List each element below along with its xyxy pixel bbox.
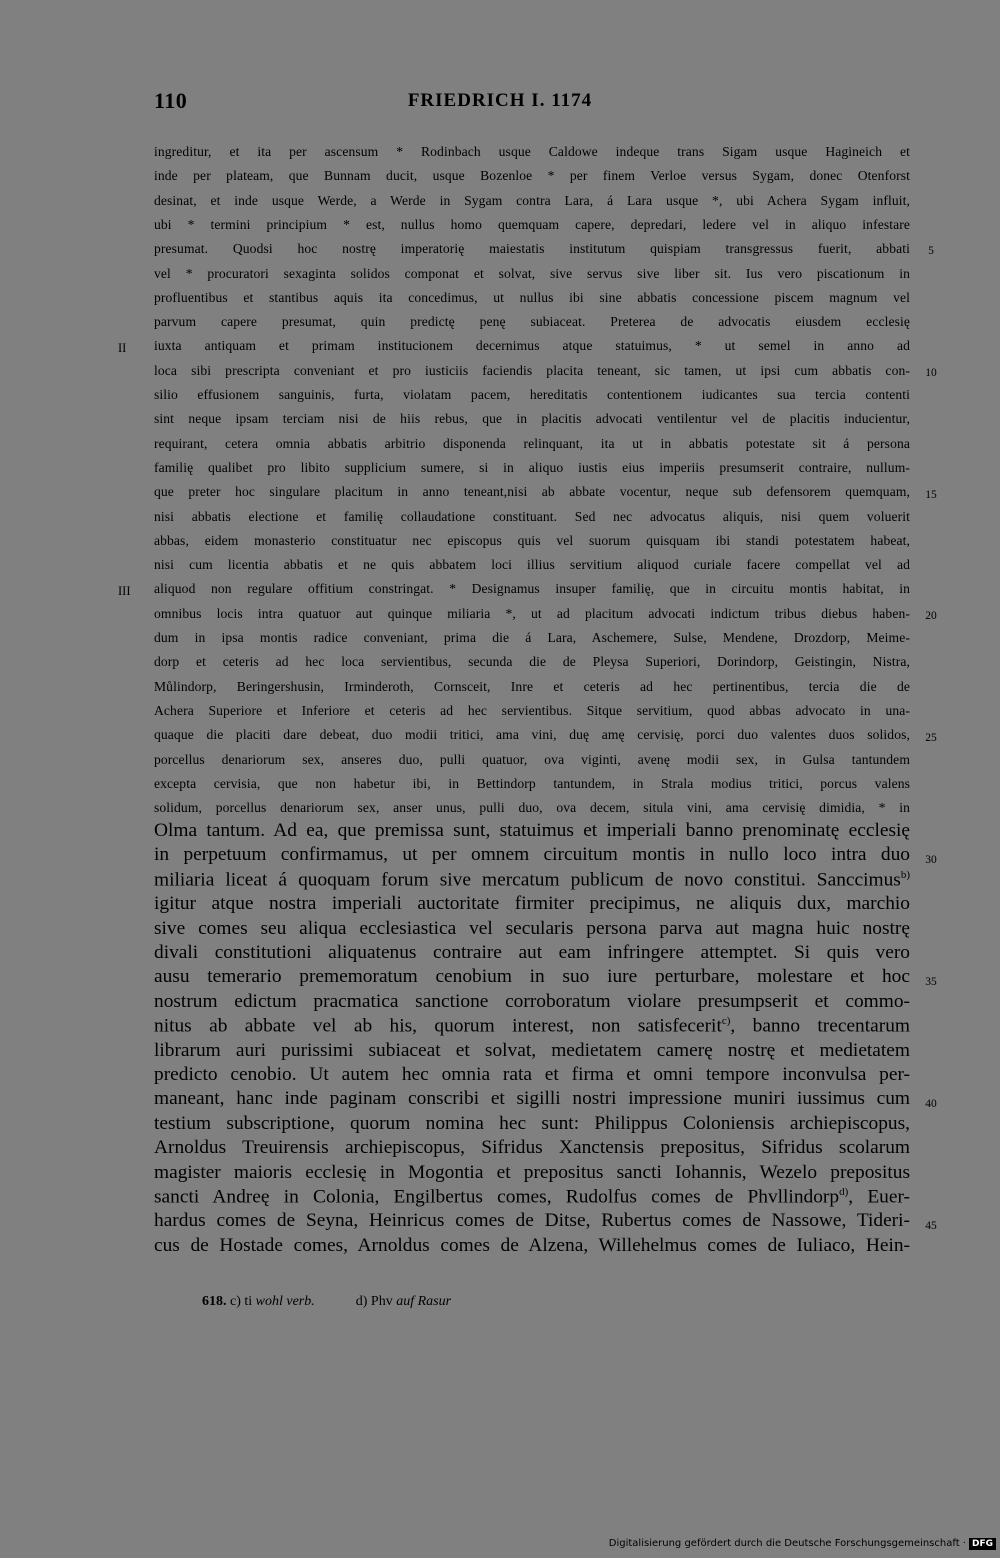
text-line-content: sancti Andreę in Colonia, Engilbertus comes, Rudolfus comes de Phvllindorp: [154, 1186, 840, 1208]
text-line-content: maneant, hanc inde paginam conscribi et sigilli nostri impressione muniri iussimus cum: [154, 1088, 910, 1110]
text-line: [154, 533, 910, 549]
text-line: [154, 1088, 910, 1110]
text-line-content: desinat, et inde usque Werde, a Werde in Sygam contra Lara, á Lara usque *, ubi Achera Sygam influit,: [154, 192, 910, 208]
footnote-doc-number: 618.: [202, 1294, 227, 1309]
text-line-content: magister maioris ecclesię in Mogontia et prepositus sancti Iohannis, Wezelo prepositus: [154, 1161, 910, 1183]
text-line: [154, 844, 910, 866]
text-line-content: dorp et ceteris ad hec loca servientibus, secunda die de Pleysa Superiori, Dorindorp, Geistingin, Nistra,: [154, 654, 910, 670]
line-number-40: 40: [925, 1098, 937, 1110]
text-line: [154, 1040, 910, 1062]
line-number-30: 30: [925, 854, 937, 866]
text-line-content: hardus comes de Seyna, Heinricus comes de Ditse, Rubertus comes de Nassowe, Tideri-: [154, 1210, 910, 1232]
text-line: [154, 1015, 910, 1037]
text-line-content: ausu temerario prememoratum cenobium in suo iure perturbare, molestare et hoc: [154, 966, 910, 988]
text-line: [154, 630, 910, 646]
text-line: [154, 942, 910, 964]
text-line: [154, 509, 910, 525]
text-line-content: librarum auri purissimi subiaceat et solvat, medietatem camerę nostrę et medietatem: [154, 1039, 910, 1061]
text-line-content: iuxta antiquam et primam institucionem decernimus atque statuimus, * ut semel in anno ad: [154, 338, 910, 354]
footnotes: [202, 1294, 451, 1310]
text-line: [154, 557, 910, 573]
footnote-marker: b): [900, 868, 910, 881]
text-line-content: aliquod non regulare offitium constringat. * Designamus insuper familię, que in circuitu montis habitat, in: [154, 581, 910, 597]
text-line-content: quaque die placiti dare debeat, duo modii tritici, ama vini, duę amę cervisię, porci duo valentes duos solidos,: [154, 727, 910, 743]
text-line-content: presumat. Quodsi hoc nostrę imperatorię maiestatis institutum quispiam transgressus fuerit, abbati: [154, 241, 910, 257]
text-line: [154, 460, 910, 476]
text-line: [154, 1064, 910, 1086]
page-number: 110: [154, 88, 188, 113]
text-line-content: nostrum edictum pracmatica sanctione corroboratum violare presumpserit et commo-: [154, 990, 910, 1012]
text-line-content: abbas, eidem monasterio constituatur nec episcopus quis vel suorum quisquam ibi standi potestatem habeat,: [154, 532, 910, 548]
text-line-content: que preter hoc singulare placitum in anno teneant,nisi ab abbate vocentur, neque sub defensorem quemquam,: [154, 484, 910, 500]
text-line-content: cus de Hostade comes, Arnoldus comes de Alzena, Willehelmus comes de Iuliaco, Hein-: [154, 1234, 910, 1256]
text-line-content: Můlindorp, Beringershusin, Irminderoth, Cornsceit, Inre et ceteris ad hec pertinentibus, tercia die de: [154, 678, 910, 694]
text-line-content: miliaria liceat á quoquam forum sive mercatum publicum de novo constitui. Sanccimus: [154, 869, 901, 891]
line-number-35: 35: [925, 976, 937, 988]
text-line-content: Arnoldus Treuirensis archiepiscopus, Sifridus Xanctensis prepositus, Sifridus scolarum: [154, 1137, 910, 1159]
margin-mark-ii: II: [118, 341, 127, 355]
text-line-content: nitus ab abbate vel ab his, quorum interest, non satisfecerit: [154, 1015, 722, 1037]
text-line-content: porcellus denariorum sex, anseres duo, pulli quatuor, ova viginti, avenę modii sex, in Gulsa tantundem: [154, 751, 910, 767]
text-line-content: parvum capere presumat, quin predictę penę subiaceat. Preterea de advocatis eiusdem ecclesię: [154, 314, 910, 330]
text-line-content: solidum, porcellus denariorum sex, anser unus, pulli duo, ova decem, situla vini, ama cervisię dimidia, * in: [154, 800, 910, 816]
line-number-5: 5: [928, 245, 934, 257]
text-line: [154, 363, 910, 379]
text-line: [154, 338, 910, 354]
line-number-20: 20: [925, 610, 937, 622]
text-line: [154, 387, 910, 403]
running-head: FRIEDRICH I. 1174: [407, 90, 593, 111]
text-line-content: ubi * termini principium * est, nullus homo quemquam capere, depredari, ledere vel in aliquo infestare: [154, 216, 910, 232]
text-line: [154, 1137, 910, 1159]
text-line: [154, 966, 910, 988]
text-line-content: Olma tantum. Ad ea, que premissa sunt, statuimus et imperiali banno prenominatę ecclesię: [154, 820, 910, 841]
text-line: [154, 820, 910, 842]
text-line-content: sint neque ipsam terciam nisi de hiis rebus, que in placitis advocati ventilentur vel de placitis inducientur,: [154, 411, 910, 427]
text-line: [154, 918, 910, 940]
text-line: [154, 290, 910, 306]
text-line: [154, 193, 910, 209]
digitization-credit: [609, 1538, 996, 1550]
text-line-content: loca sibi prescripta conveniant et pro iusticiis faciendis placita teneant, sic tamen, ut ipsi cum abbatis con-: [154, 362, 910, 378]
text-line: [154, 314, 910, 330]
credit-text: Digitalisierung gefördert durch die Deutsche Forschungsgemeinschaft ·: [608, 1538, 966, 1549]
text-line-continuation: , banno trecentarum: [730, 1015, 910, 1037]
text-line-content: familię qualibet pro libito supplicium sumere, si in aliquo iustis eius imperiis presumserit contraire, nullum-: [154, 459, 910, 475]
text-line: [154, 1210, 910, 1232]
text-line: [154, 1186, 910, 1208]
text-line-content: divali constitutioni aliquatenus contraire aut eam infringere attemptet. Si quis vero: [154, 942, 910, 963]
text-line: [154, 991, 910, 1013]
footnote-c-note: wohl verb.: [255, 1294, 315, 1309]
text-line: [154, 703, 910, 719]
text-line-content: testium subscriptione, quorum nomina hec sunt: Philippus Coloniensis archiepiscopus,: [154, 1112, 910, 1134]
text-line: [154, 1162, 910, 1184]
text-line-content: inde per plateam, que Bunnam ducit, usque Bozenloe * per finem Verloe versus Sygam, donec Otenforst: [154, 168, 910, 184]
text-line: [154, 411, 910, 427]
text-line-content: sive comes seu aliqua ecclesiastica vel secularis persona parva aut magna huic nostrę: [154, 917, 910, 939]
line-number-25: 25: [925, 732, 937, 744]
text-line-content: nisi abbatis electione et familię collaudatione constituant. Sed nec advocatus aliquis, nisi quem voluerit: [154, 508, 910, 524]
text-line-content: nisi cum licentia abbatis et ne quis abbatem loci illius servitium aliquod curiale facere compellat vel ad: [154, 557, 910, 573]
text-line-content: vel * procuratori sexaginta solidos componat et solvat, sive servus sive liber sit. Ius vero piscationum in: [154, 265, 910, 281]
line-number-10: 10: [925, 367, 937, 379]
text-line: [154, 654, 910, 670]
text-line: [154, 168, 910, 184]
line-number-45: 45: [925, 1220, 937, 1232]
margin-mark-iii: III: [118, 584, 131, 598]
text-line: [154, 752, 910, 768]
text-line-content: igitur atque nostra imperiali auctoritate firmiter precipimus, ne aliquis dux, marchio: [154, 893, 910, 915]
footnote-c-label: c) ti: [230, 1294, 253, 1309]
text-line-continuation: , Euer-: [848, 1186, 910, 1208]
footnote-marker: d): [839, 1186, 849, 1198]
text-line-content: profluentibus et stantibus aquis ita concedimus, ut nullus ibi sine abbatis concessione piscem magnum vel: [154, 289, 910, 305]
text-line: [154, 266, 910, 282]
line-number-15: 15: [925, 489, 937, 501]
text-line-content: in perpetuum confirmamus, ut per omnem circuitum montis in nullo loco intra duo: [154, 844, 910, 866]
text-line-content: silio effusionem sanguinis, furta, violatam pacem, hereditatis contentionem iudicantes sua tercia contenti: [154, 387, 910, 402]
footnote-d-label: d) Phv: [355, 1294, 393, 1309]
text-line: [154, 436, 910, 452]
text-line: [154, 1235, 910, 1257]
footnote-marker: c): [721, 1015, 731, 1028]
footnote-d-note: auf Rasur: [396, 1294, 452, 1309]
text-line: [154, 484, 910, 500]
text-line: [154, 800, 910, 816]
text-line-content: predicto cenobio. Ut autem hec omnia rata et firma et omni tempore inconvulsa per-: [154, 1064, 910, 1085]
text-line: [154, 606, 910, 622]
text-line-content: ingreditur, et ita per ascensum * Rodinbach usque Caldowe indeque trans Sigam usque Hagineich et: [154, 144, 910, 159]
text-line: [154, 727, 910, 743]
text-line: [154, 1113, 910, 1135]
text-line-content: requirant, cetera omnia abbatis arbitrio disponenda relinquant, ita ut in abbatis potestate sit á persona: [154, 435, 910, 451]
text-line: [154, 776, 910, 792]
dfg-logo: DFG: [969, 1538, 996, 1550]
text-line-content: Achera Superiore et Inferiore et ceteris ad hec servientibus. Sitque servitium, quod abbas advocato in una-: [154, 702, 910, 718]
text-line: [154, 241, 910, 257]
text-line: [154, 893, 910, 915]
text-line: [154, 144, 910, 160]
text-line-content: dum in ipsa montis radice conveniant, prima die á Lara, Aschemere, Sulse, Mendene, Drozdorp, Meime-: [154, 630, 910, 645]
text-line: [154, 217, 910, 233]
text-line: [154, 869, 910, 891]
text-line-content: excepta cervisia, que non habetur ibi, in Bettindorp tantundem, in Strala modius tritici, porcus valens: [154, 775, 910, 791]
text-line-content: omnibus locis intra quatuor aut quinque miliaria *, ut ad placitum advocati indictum tribus diebus haben-: [154, 605, 910, 621]
text-line: [154, 581, 910, 597]
text-line: [154, 679, 910, 695]
